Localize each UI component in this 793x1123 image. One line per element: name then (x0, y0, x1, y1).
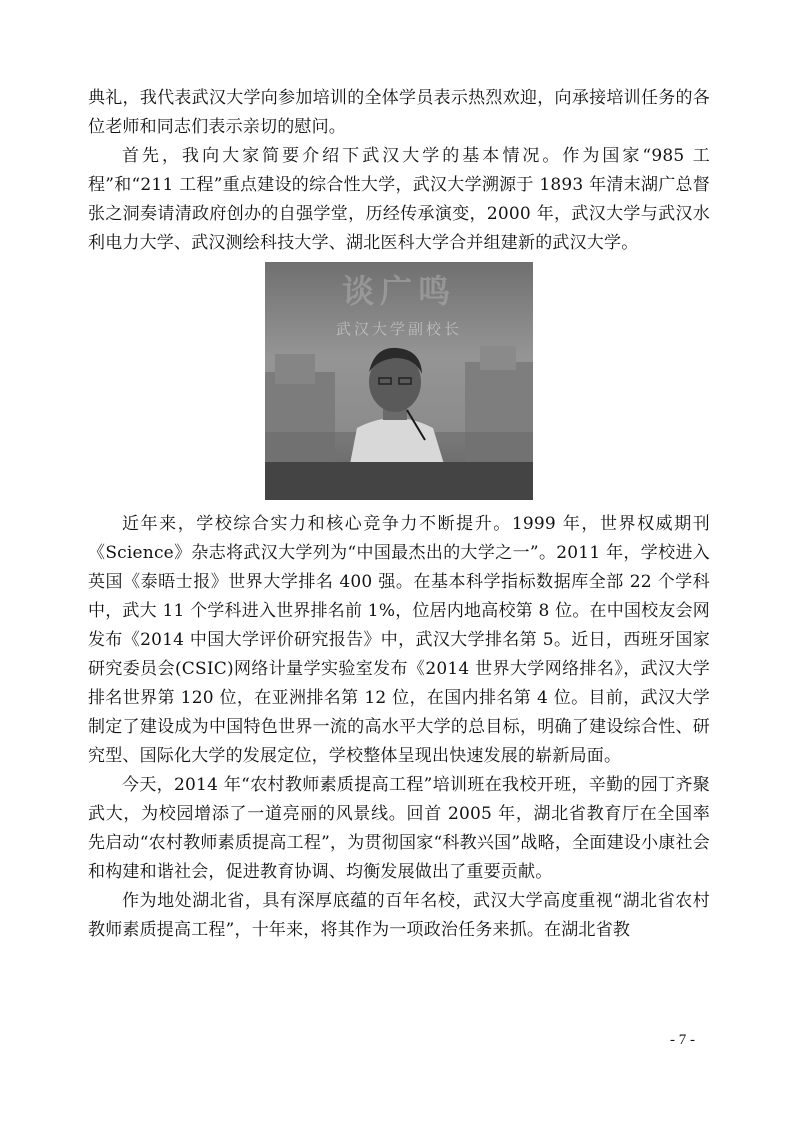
speaker-photo (265, 262, 533, 500)
paragraph-1: 典礼，我代表武汉大学向参加培训的全体学员表示热烈欢迎，向承接培训任务的各位老师和同志们表示亲切的慰问。 (88, 88, 710, 137)
banner-title-text: 武汉大学副校长 (335, 320, 462, 338)
paragraph-2: 首先，我向大家简要介绍下武汉大学的基本情况。作为国家“985 工程”和“211 工程”重点建设的综合性大学，武汉大学溯源于 1893 年清末湖广总督张之洞奏请清政府创办的自强学堂，历经传承演变，2000 年，武汉大学与武汉水利电力大学、武汉测绘科技大学、湖北医科大学合并组建新的武汉大学。 (88, 146, 710, 253)
banner-name-text: 谈广鸣 (341, 272, 456, 310)
paragraph-3: 近年来，学校综合实力和核心竞争力不断提升。1999 年，世界权威期刊《Science》杂志将武汉大学列为“中国最杰出的大学之一”。2011 年，学校进入英国《泰晤士报》世界大学排名 400 强。在基本科学指标数据库全部 22 个学科中，武大 11 个学科进入世界排名前 1%，位居内地高校第 8 位。在中国校友会网发布《2014 中国大学评价研究报告》中，武汉大学排名第 5。近日，西班牙国家研究委员会(CSIC)网络计量学实验室发布《2014 世界大学网络排名》，武汉大学排名世界第 120 位，在亚洲排名第 12 位，在国内排名第 4 位。目前，武汉大学制定了建设成为中国特色世界一流的高水平大学的总目标，明确了建设综合性、研究型、国际化大学的发展定位，学校整体呈现出快速发展的崭新局面。 (88, 514, 710, 766)
photo-container (88, 262, 710, 500)
document-page (88, 84, 710, 945)
paragraph-5: 作为地处湖北省，具有深厚底蕴的百年名校，武汉大学高度重视“湖北省农村教师素质提高工程”，十年来，将其作为一项政治任务来抓。在湖北省教 (88, 891, 710, 940)
paragraph-4: 今天，2014 年“农村教师素质提高工程”培训班在我校开班，辛勤的园丁齐聚武大，为校园增添了一道亮丽的风景线。回首 2005 年，湖北省教育厅在全国率先启动“农村教师素质提高工程”，为贯彻国家“科教兴国”战略，全面建设小康社会和构建和谐社会，促进教育协调、均衡发展做出了重要贡献。 (88, 775, 710, 882)
page-number: - 7 - (670, 1032, 695, 1048)
